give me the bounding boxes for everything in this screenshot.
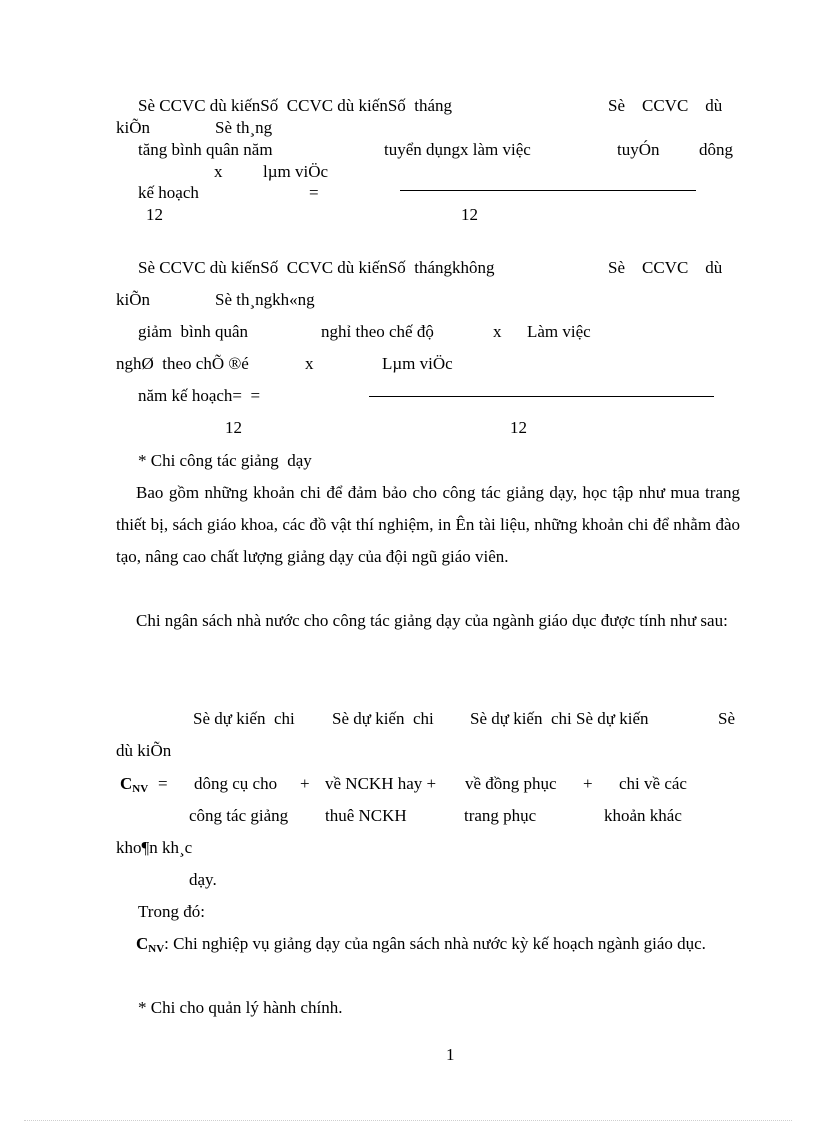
cnv-main: C <box>120 774 133 793</box>
formula3-row3-a: dông cụ cho <box>194 774 278 793</box>
formula3-row6-a: dạy. <box>189 870 217 889</box>
teaching-section-heading: * Chi công tác giảng dạy <box>138 451 312 470</box>
formula1-line4-b: lµm viÖc <box>263 162 329 181</box>
cnv-definition-main: C <box>136 934 149 953</box>
formula2-line1-left: Sè CCVC dù kiếnSố CCVC dù kiếnSố thángkhông <box>138 258 495 277</box>
cnv-definition-paragraph <box>116 928 740 965</box>
formula3-row1-d: Sè <box>718 709 735 728</box>
cnv-definition-text: : Chi nghiệp vụ giảng dạy của ngân sách nhà nước kỳ kế hoạch ngành giáo dục. <box>164 934 706 953</box>
cnv-definition-symbol <box>136 934 164 953</box>
formula2-denominator-right: 12 <box>510 418 527 437</box>
formula1-line3-b: tuyển dụngx làm việc <box>384 140 531 159</box>
formula3-row1-a: Sè dự kiến chi <box>193 709 295 728</box>
cnv-definition-subscript: NV <box>148 943 165 955</box>
formula3-row4-a: công tác giảng <box>189 806 289 825</box>
formula3-row3-c: về đồng phục <box>465 774 557 793</box>
formula2-line3-c: Làm việc <box>527 322 591 341</box>
formula3-row2-a: dù kiÕn <box>116 741 172 760</box>
admin-section-heading: * Chi cho quản lý hành chính. <box>138 998 343 1017</box>
formula3-row4-d: khoản khác <box>604 806 682 825</box>
formula2-line5-a: năm kế hoạch= = <box>138 386 261 405</box>
formula1-line3-d: dông <box>699 140 733 159</box>
teaching-description-paragraph <box>116 477 740 573</box>
formula3-row4-c: trang phục <box>464 806 537 825</box>
page-number: 1 <box>446 1045 455 1064</box>
where-label: Trong đó: <box>138 902 205 921</box>
formula1-denominator-left: 12 <box>146 205 163 224</box>
page-bottom-divider <box>24 1120 792 1121</box>
formula2-line4-b: Lµm viÖc <box>382 354 453 373</box>
formula1-line3-a: tăng bình quân năm <box>138 140 273 159</box>
formula2-line2-b: Sè th¸ngkh«ng <box>215 290 315 309</box>
formula2-line3-b: nghỉ theo chế độ <box>321 322 434 341</box>
formula3-plus-3: + <box>583 774 593 793</box>
formula1-line4-x: x <box>214 162 223 181</box>
formula2-denominator-left: 12 <box>225 418 242 437</box>
formula3-row3-b: về NCKH hay + <box>325 774 437 793</box>
formula3-equals: = <box>158 774 168 793</box>
teaching-formula-intro-text: Chi ngân sách nhà nước cho công tác giảng dạy của ngành giáo dục được tính như sau: <box>136 611 728 630</box>
formula2-line4-x: x <box>305 354 314 373</box>
formula2-line4-a: nghØ theo chÕ ®é <box>116 354 249 373</box>
formula1-line1-left: Sè CCVC dù kiếnSố CCVC dù kiếnSố tháng <box>138 96 453 115</box>
cnv-subscript: NV <box>132 783 149 795</box>
formula3-row5-a: kho¶n kh¸c <box>116 838 193 857</box>
formula1-denominator-right: 12 <box>461 205 478 224</box>
formula1-line5-a: kế hoạch <box>138 183 199 202</box>
teaching-formula-intro-paragraph <box>116 605 740 637</box>
formula3-plus-1: + <box>300 774 310 793</box>
fraction-bar <box>400 190 696 191</box>
formula1-equals: = <box>309 183 319 202</box>
formula1-line2-a: kiÕn <box>116 118 150 137</box>
cnv-symbol <box>120 774 148 799</box>
teaching-description-text: Bao gồm những khoản chi để đảm bảo cho công tác giảng dạy, học tập như mua trang thiết bị, sách giáo khoa, các đồ vật thí nghiệm, in Ên tài liệu, những khoản chi để nhằm đào tạo, nâng cao chất lượng giảng dạy của đội ngũ giáo viên. <box>116 483 740 566</box>
formula2-line1-right: Sè CCVC dù <box>608 258 723 277</box>
formula2-line2-a: kiÕn <box>116 290 150 309</box>
formula3-row4-b: thuê NCKH <box>325 806 407 825</box>
formula1-line2-b: Sè th¸ng <box>215 118 273 137</box>
formula1-line3-c: tuyÓn <box>617 140 660 159</box>
formula1-line1-right: Sè CCVC dù <box>608 96 723 115</box>
formula3-row1-c: Sè dự kiến chi Sè dự kiến <box>470 709 649 728</box>
formula3-row1-b: Sè dự kiến chi <box>332 709 434 728</box>
fraction-bar <box>369 396 714 397</box>
formula3-row3-d: chi về các <box>619 774 687 793</box>
formula2-line3-x: x <box>493 322 502 341</box>
formula2-line3-a: giảm bình quân <box>138 322 249 341</box>
